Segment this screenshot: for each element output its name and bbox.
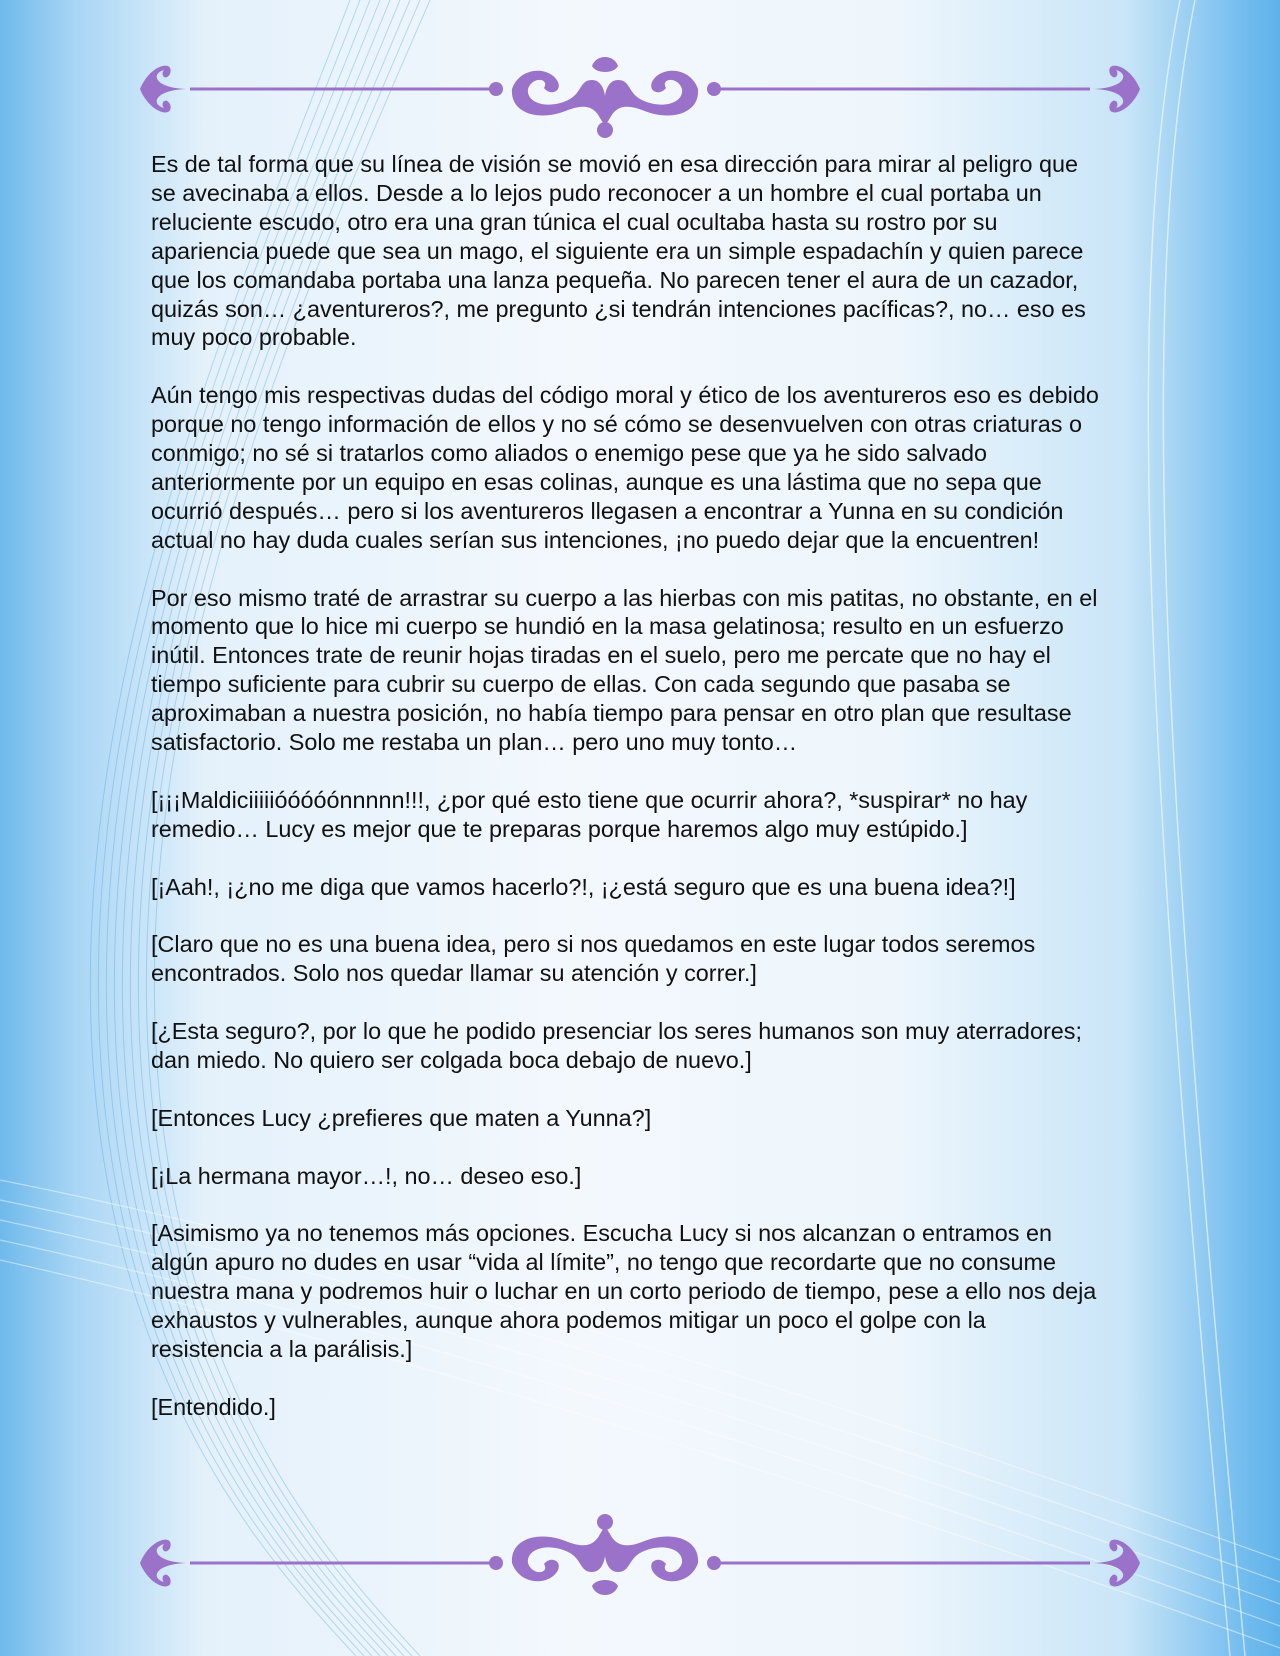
bottom-ornament-divider-icon bbox=[130, 1508, 1150, 1608]
story-text-body bbox=[151, 150, 1101, 1451]
dialogue-line-1: [¡¡¡Maldiciiiiióóóóónnnnn!!!, ¿por qué esto tiene que ocurrir ahora?, *suspirar* no hay remedio… Lucy es mejor que te preparas porque haremos algo muy estúpido.] bbox=[151, 786, 1028, 842]
dialogue-line-2: [¡Aah!, ¡¿no me diga que vamos hacerlo?!, ¡¿está seguro que es una buena idea?!] bbox=[151, 873, 1016, 900]
dialogue-line-5: [Entonces Lucy ¿prefieres que maten a Yunna?] bbox=[151, 1104, 652, 1131]
paragraph-2: Aún tengo mis respectivas dudas del código moral y ético de los aventureros eso es debido porque no tengo información de ellos y no sé cómo se desenvuelven con otras criaturas o conmigo; no sé si tratarlos como aliados o enemigo pese que ya he sido salvado anteriormente por un equipo en esas colinas, aunque es una lástima que no sepa que ocurrió después… pero si los aventureros llegasen a encontrar a Yunna en su condición actual no hay duda cuales serían sus intenciones, ¡no puedo dejar que la encuentren! bbox=[151, 382, 1099, 553]
paragraph-1: Es de tal forma que su línea de visión se movió en esa dirección para mirar al peligro que se avecinaba a ellos. Desde a lo lejos pudo reconocer a un hombre el cual portaba un reluciente escudo, otro era una gran túnica el cual ocultaba hasta su rostro por su apariencia puede que sea un mago, el siguiente era un simple espadachín y quien parece que los comandaba portaba una lanza pequeña. No parecen tener el aura de un cazador, quizás son… ¿aventureros?, me pregunto ¿si tendrán intenciones pacíficas?, no… eso es muy poco probable. bbox=[151, 151, 1086, 351]
dialogue-line-6: [¡La hermana mayor…!, no… deseo eso.] bbox=[151, 1162, 582, 1189]
dialogue-line-4: [¿Esta seguro?, por lo que he podido presenciar los seres humanos son muy aterradores; dan miedo. No quiero ser colgada boca debajo de nuevo.] bbox=[151, 1018, 1082, 1073]
dialogue-line-8: [Entendido.] bbox=[151, 1393, 276, 1420]
dialogue-line-3: [Claro que no es una buena idea, pero si nos quedamos en este lugar todos seremos encontrados. Solo nos quedar llamar su atención y correr.] bbox=[151, 931, 1036, 987]
dialogue-line-7: [Asimismo ya no tenemos más opciones. Escucha Lucy si nos alcanzan o entramos en algún apuro no dudes en usar “vida al límite”, no tengo que recordarte que no consume nuestra mana y podremos huir o luchar en un corto periodo de tiempo, pese a ello nos deja exhaustos y vulnerables, aunque ahora podemos mitigar un poco el golpe con la resistencia a la parálisis.] bbox=[151, 1220, 1097, 1363]
paragraph-3: Por eso mismo traté de arrastrar su cuerpo a las hierbas con mis patitas, no obstante, en el momento que lo hice mi cuerpo se hundió en la masa gelatinosa; resulto en un esfuerzo inútil. Entonces trate de reunir hojas tiradas en el suelo, pero me percate que no hay el tiempo suficiente para cubrir su cuerpo de ellas. Con cada segundo que pasaba se aproximaban a nuestra posición, no había tiempo para pensar en otro plan que resultase satisfactorio. Solo me restaba un plan… pero uno muy tonto… bbox=[151, 584, 1098, 756]
top-ornament-divider-icon bbox=[130, 44, 1150, 144]
